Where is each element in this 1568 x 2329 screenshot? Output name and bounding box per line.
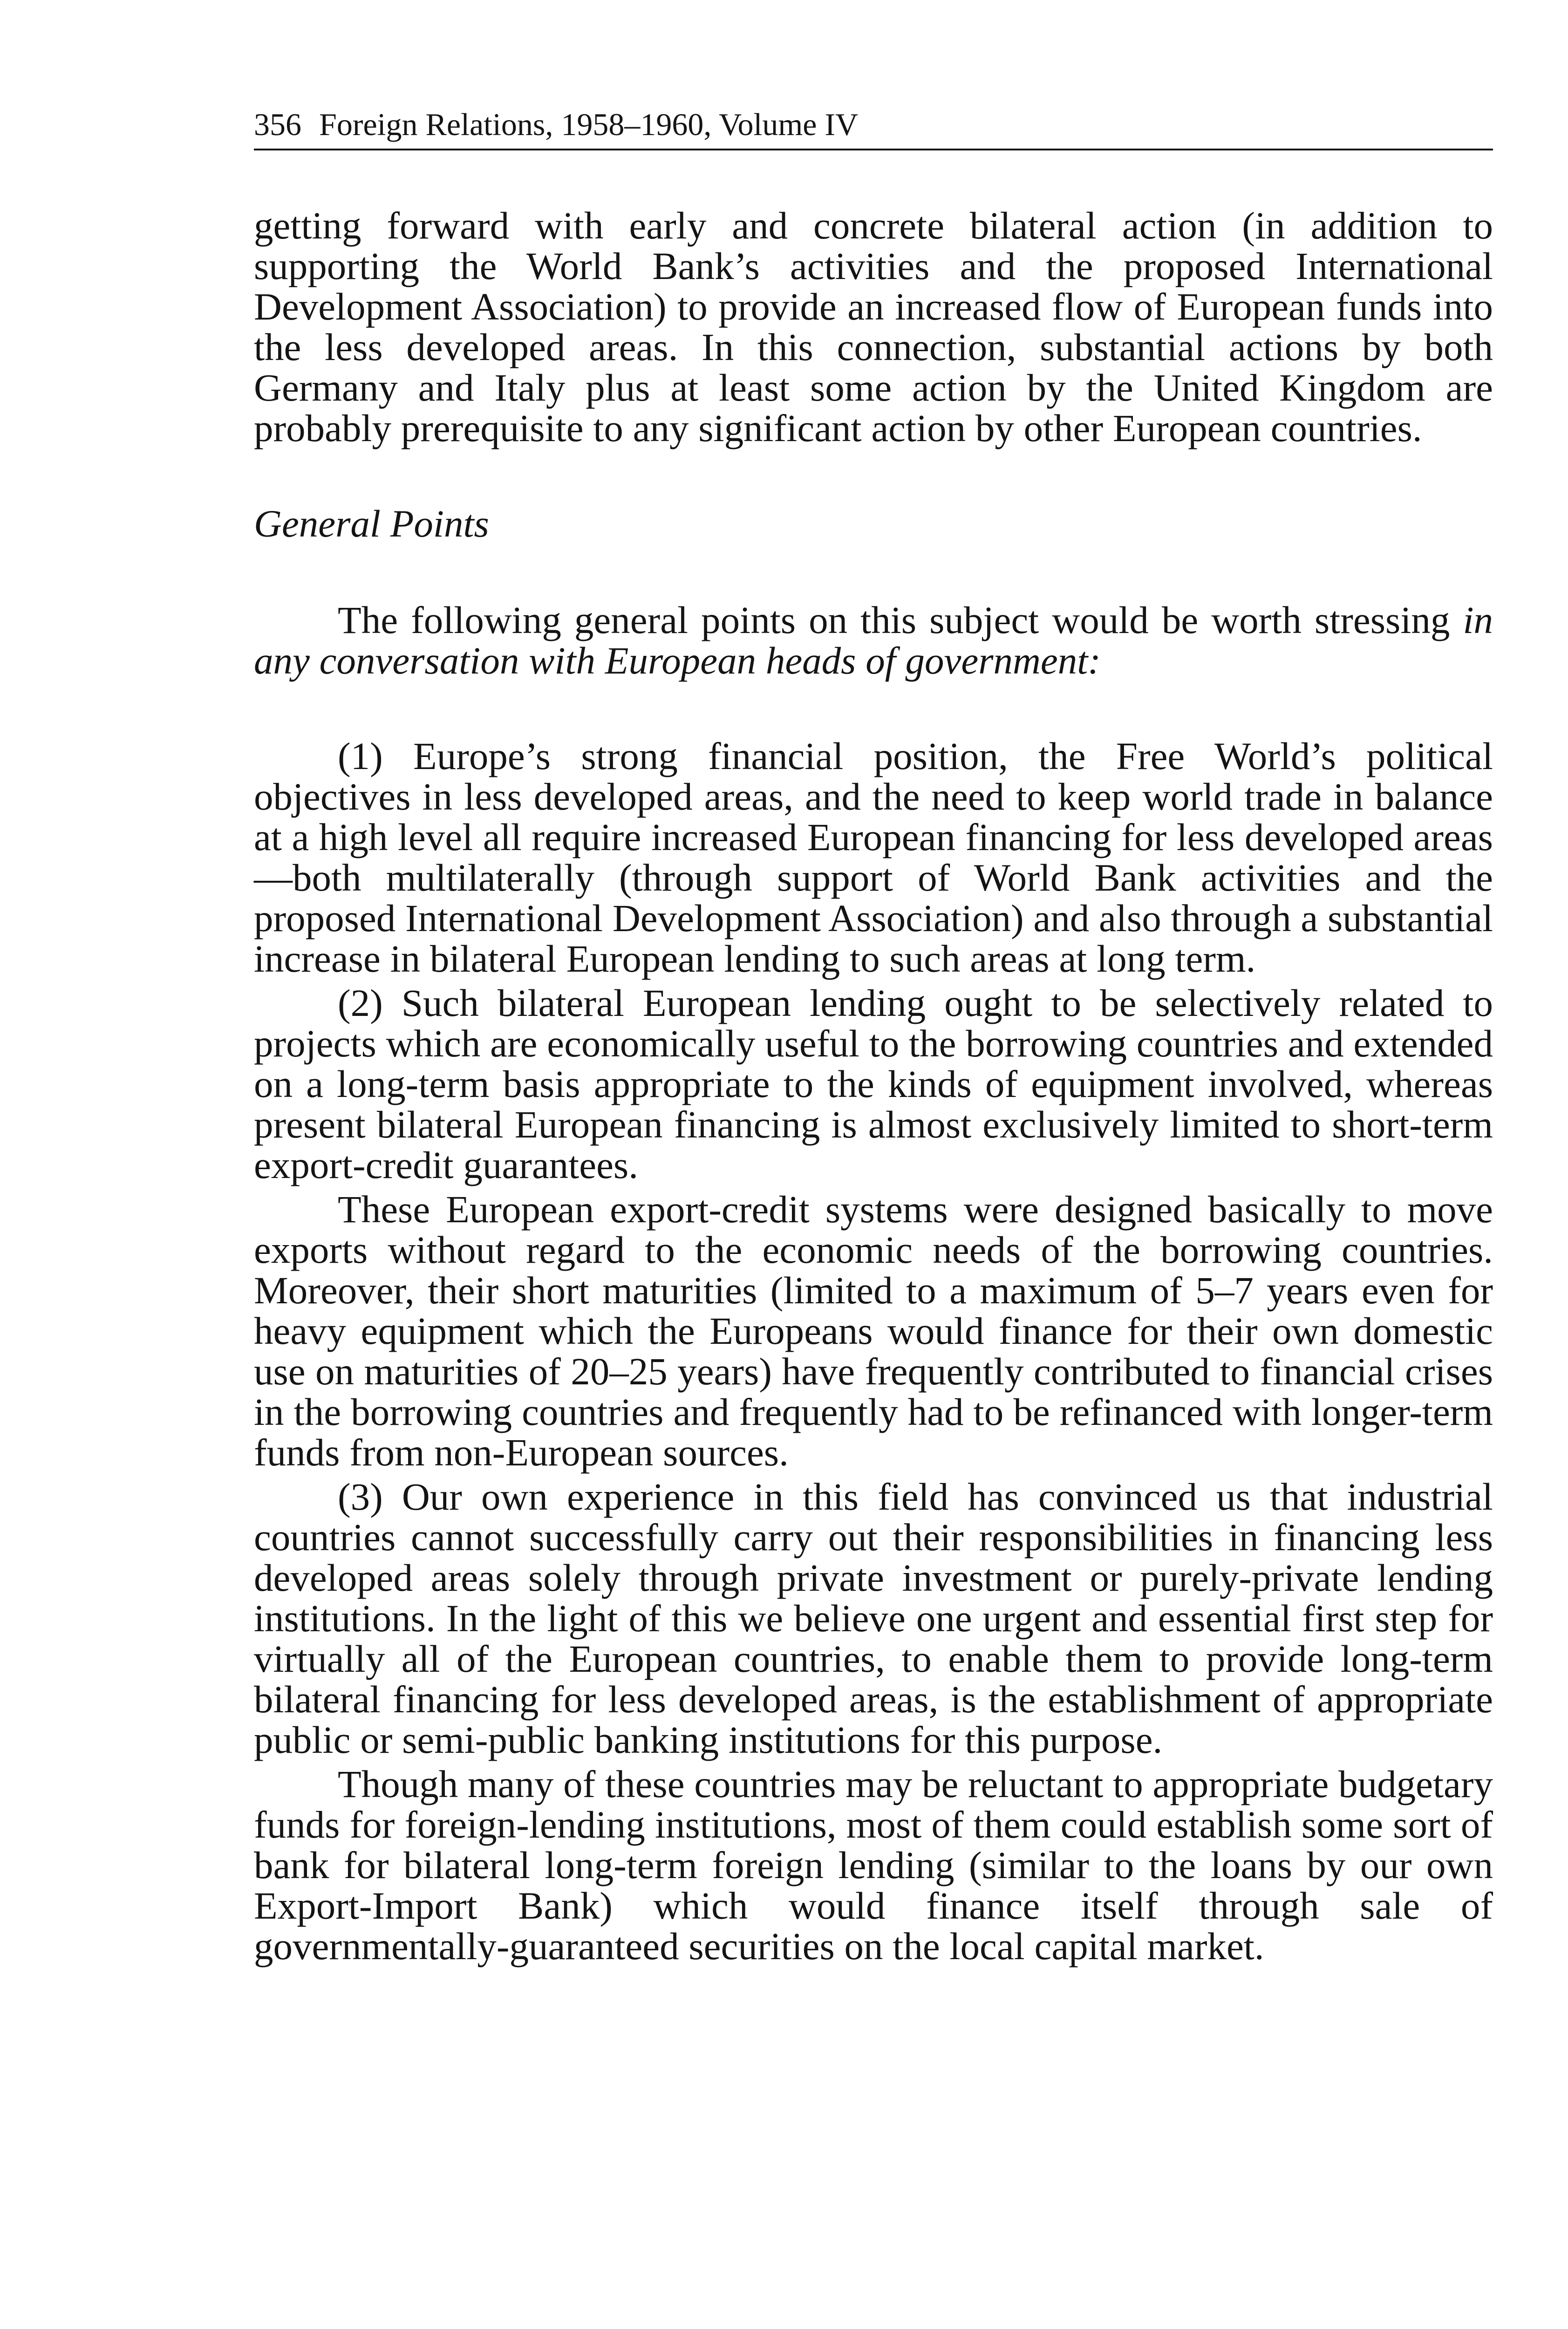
point-2-paragraph: (2) Such bilateral European lending ought to be selectively related to projects which are economically useful to the borrowing countries and extended on a long-term basis appropriate to the kinds of equipment involved, whereas present bilateral European financing is almost exclusively limited to short-term export-credit guarantees. [254,981,1493,1186]
intro-text: The following general points on this subject would be worth stressing [338,599,1463,641]
opening-paragraph: getting forward with early and concrete bilateral action (in addition to supporting the World Bank’s activities and the proposed International Development Association) to provide an increased flow of European funds into the less developed areas. In this connection, substantial actions by both Germany and Italy plus at least some action by the United Kingdom are probably prerequisite to any significant action by other European countries. [254,204,1493,449]
section-heading: General Points [254,502,489,545]
intro-emphasis: in any conversation with European heads of government: [254,599,1493,682]
running-title: Foreign Relations, 1958–1960, Volume IV [319,107,859,142]
page-number: 356 [254,107,301,142]
export-credit-paragraph: These European export-credit systems were designed basically to move exports without regard to the economic needs of the borrowing countries. Moreover, their short maturities (limited to a maximum of 5–7 years even for heavy equipment which the Europeans would finance for their own domestic use on maturities of 20–25 years) have frequently contributed to financial crises in the borrowing countries and frequently had to be refinanced with longer-term funds from non-European sources. [254,1188,1493,1474]
budgetary-funds-paragraph: Though many of these countries may be reluctant to appropriate budgetary funds for foreign-lending institutions, most of them could establish some sort of bank for bilateral long-term foreign lending (similar to the loans by our own Export-Import Bank) which would finance itself through sale of governmentally-guaranteed securities on the local capital market. [254,1763,1493,1968]
point-1-paragraph: (1) Europe’s strong financial position, the Free World’s political objectives in less developed areas, and the need to keep world trade in balance at a high level all require increased European financing for less developed areas—both multilaterally (through support of World Bank activities and the proposed International Development Association) and also through a substantial increase in bilateral European lending to such areas at long term. [254,735,1493,980]
intro-paragraph [254,600,1493,681]
running-header [254,100,1493,150]
document-page [254,100,1493,1967]
point-3-paragraph: (3) Our own experience in this field has convinced us that industrial countries cannot successfully carry out their responsibilities in financing less developed areas solely through private investment or purely-private lending institutions. In the light of this we believe one urgent and essential first step for virtually all of the European countries, to enable them to provide long-term bilateral financing for less developed areas, is the establishment of appropriate public or semi-public banking institutions for this purpose. [254,1475,1493,1761]
